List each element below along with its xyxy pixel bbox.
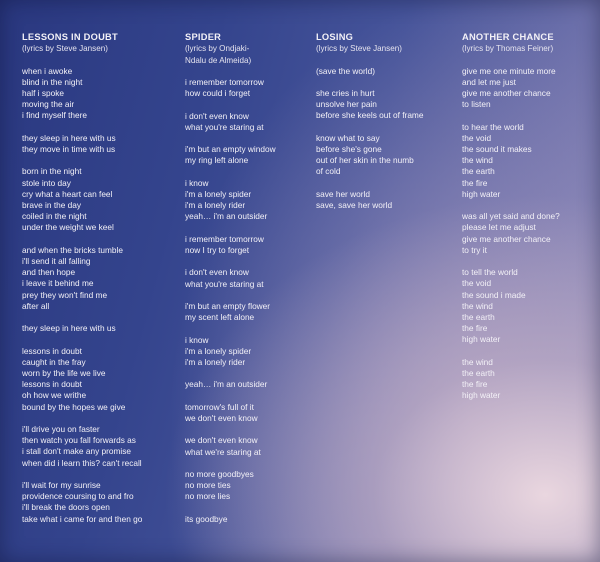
lyric-line: the earth (462, 166, 495, 177)
song-title: LESSONS IN DOUBT (22, 32, 118, 42)
credit-line: Ndalu de Almeida) (185, 55, 252, 65)
song-column (462, 32, 594, 413)
lyric-line: no more lies (185, 491, 231, 502)
stanza (22, 346, 182, 413)
lyric-line: the wind (462, 300, 493, 311)
stanza (185, 234, 310, 256)
song-title: SPIDER (185, 32, 222, 42)
lyric-line: i'll break the doors open (22, 502, 110, 513)
lyric-line: to tell the world (462, 267, 518, 278)
lyric-line: worn by the life we live (22, 367, 106, 378)
lyric-line: of cold (316, 166, 341, 177)
lyric-line: i stall don't make any promise (22, 446, 132, 457)
stanza (22, 480, 182, 525)
stanza (316, 133, 458, 178)
song-credit (185, 44, 310, 66)
stanza (185, 301, 310, 323)
lyric-line: i remember tomorrow (185, 77, 264, 87)
lyric-line: give me another chance (462, 233, 551, 244)
song-title: ANOTHER CHANCE (462, 32, 554, 42)
lyric-line: the wind (462, 356, 493, 367)
lyric-line: what you're staring at (185, 121, 264, 132)
lyric-line: born in the night (22, 166, 82, 177)
lyric-line: what you're staring at (185, 278, 264, 289)
lyric-line: i'll send it all falling (22, 255, 91, 266)
lyric-line: caught in the fray (22, 356, 86, 367)
stanza (185, 267, 310, 289)
lyric-line: lessons in doubt (22, 379, 82, 390)
stanza (22, 66, 182, 122)
lyric-line: tomorrow's full of it (185, 401, 254, 412)
stanza (316, 88, 458, 122)
lyric-line: the fire (462, 323, 488, 334)
stanza (462, 267, 594, 345)
stanza (185, 111, 310, 133)
stanza (462, 122, 594, 200)
lyric-line: the earth (462, 311, 495, 322)
lyric-line: to listen (462, 99, 491, 110)
lyric-line: we don't even know (185, 412, 258, 423)
lyric-line: i find myself there (22, 110, 88, 121)
stanza (462, 66, 594, 111)
lyric-line: high water (462, 188, 501, 199)
song-column (316, 32, 458, 222)
song-lyrics (316, 66, 458, 212)
lyric-line: yeah… i'm an outsider (185, 211, 268, 222)
lyric-line: the wind (462, 155, 493, 166)
lyric-line: know what to say (316, 132, 380, 143)
lyric-line: (save the world) (316, 65, 376, 76)
lyric-line: out of her skin in the numb (316, 155, 414, 166)
lyric-line: i'll drive you on faster (22, 423, 100, 434)
song-credit (316, 44, 458, 55)
lyric-line: they move in time with us (22, 143, 116, 154)
credit-line: (lyrics by Steve Jansen) (22, 44, 108, 53)
stanza (185, 335, 310, 369)
stanza (22, 245, 182, 312)
lyric-line: when did i learn this? can't recall (22, 457, 142, 468)
lyric-line: bound by the hopes we give (22, 401, 126, 412)
lyric-line: and let me just (462, 76, 516, 87)
stanza (185, 514, 310, 525)
lyric-line: after all (22, 300, 50, 311)
lyric-line: to try it (462, 244, 487, 255)
lyric-line: please let me adjust (462, 222, 536, 233)
lyric-line: the sound it makes (462, 143, 532, 154)
lyric-line: high water (462, 334, 501, 345)
stanza (185, 402, 310, 424)
lyric-line: no more ties (185, 480, 231, 491)
lyric-line: i leave it behind me (22, 278, 94, 289)
song-lyrics (462, 66, 594, 402)
lyric-line: lessons in doubt (22, 345, 82, 356)
lyric-line: high water (462, 390, 501, 401)
lyric-line: the earth (462, 367, 495, 378)
lyric-line: coiled in the night (22, 211, 87, 222)
song-title: LOSING (316, 32, 354, 42)
lyric-line: i know (185, 334, 209, 345)
lyric-line: she cries in hurt (316, 87, 375, 98)
song-column (185, 32, 310, 536)
stanza (185, 178, 310, 223)
lyric-line: what we're staring at (185, 446, 261, 457)
lyric-line: the sound i made (462, 289, 526, 300)
lyric-line: i don't even know (185, 267, 249, 278)
lyric-line: give me another chance (462, 87, 551, 98)
stanza (22, 424, 182, 469)
lyric-line: before she's gone (316, 143, 382, 154)
lyric-line: under the weight we keel (22, 222, 114, 233)
lyric-line: i know (185, 177, 209, 188)
lyric-line: i'm a lonely rider (185, 200, 246, 211)
lyric-line: the void (462, 278, 492, 289)
stanza (462, 211, 594, 256)
song-column (22, 32, 182, 536)
lyric-line: brave in the day (22, 199, 82, 210)
lyric-line: blind in the night (22, 76, 83, 87)
lyric-line: and then hope (22, 267, 76, 278)
lyric-line: i'm a lonely spider (185, 345, 252, 356)
lyric-line: i'm but an empty window (185, 144, 276, 155)
credit-line: (lyrics by Ondjaki- (185, 44, 250, 53)
lyric-line: i don't even know (185, 110, 249, 121)
stanza (22, 323, 182, 334)
stanza (185, 379, 310, 390)
lyric-line: my scent left alone (185, 312, 255, 323)
song-credit (22, 44, 182, 55)
stanza (22, 133, 182, 155)
lyric-line: i'll wait for my sunrise (22, 479, 101, 490)
lyric-line: save, save her world (316, 199, 393, 210)
lyric-line: the void (462, 132, 492, 143)
lyric-line: and when the bricks tumble (22, 244, 124, 255)
lyric-line: give me one minute more (462, 65, 556, 76)
stanza (185, 435, 310, 457)
lyric-line: no more goodbyes (185, 468, 254, 479)
lyric-line: was all yet said and done? (462, 211, 560, 222)
lyric-line: they sleep in here with us (22, 132, 116, 143)
stanza (22, 166, 182, 233)
lyric-line: when i awoke (22, 65, 73, 76)
lyric-line: i remember tomorrow (185, 233, 264, 244)
lyric-line: oh how we writhe (22, 390, 87, 401)
stanza (316, 189, 458, 211)
song-lyrics (22, 66, 182, 525)
stanza (185, 77, 310, 99)
lyric-line: yeah… i'm an outsider (185, 379, 268, 390)
lyric-line: the fire (462, 379, 488, 390)
lyric-line: now I try to forget (185, 244, 250, 255)
lyric-line: then watch you fall forwards as (22, 435, 136, 446)
lyric-line: take what i came for and then go (22, 513, 143, 524)
lyric-line: save her world (316, 188, 370, 199)
lyric-line: the fire (462, 177, 488, 188)
stanza (316, 66, 458, 77)
lyric-line: providence coursing to and fro (22, 491, 134, 502)
lyric-line: cry what a heart can feel (22, 188, 113, 199)
credit-line: (lyrics by Thomas Feiner) (462, 44, 554, 53)
lyric-line: its goodbye (185, 513, 228, 524)
stanza (185, 469, 310, 503)
credit-line: (lyrics by Steve Jansen) (316, 44, 402, 53)
lyric-line: stole into day (22, 177, 71, 188)
song-lyrics (185, 77, 310, 525)
song-credit (462, 44, 594, 55)
lyric-line: moving the air (22, 99, 75, 110)
lyric-line: they sleep in here with us (22, 323, 116, 334)
lyric-line: we don't even know (185, 435, 258, 446)
stanza (185, 144, 310, 166)
lyric-line: prey they won't find me (22, 289, 108, 300)
lyric-line: unsolve her pain (316, 99, 377, 110)
lyric-line: before she keels out of frame (316, 110, 424, 121)
lyric-line: my ring left alone (185, 155, 249, 166)
stanza (462, 357, 594, 402)
lyric-line: i'm a lonely rider (185, 356, 246, 367)
lyric-line: half i spoke (22, 87, 64, 98)
lyric-line: to hear the world (462, 121, 524, 132)
lyric-line: how could i forget (185, 88, 251, 99)
lyric-line: i'm but an empty flower (185, 300, 271, 311)
lyric-line: i'm a lonely spider (185, 188, 252, 199)
